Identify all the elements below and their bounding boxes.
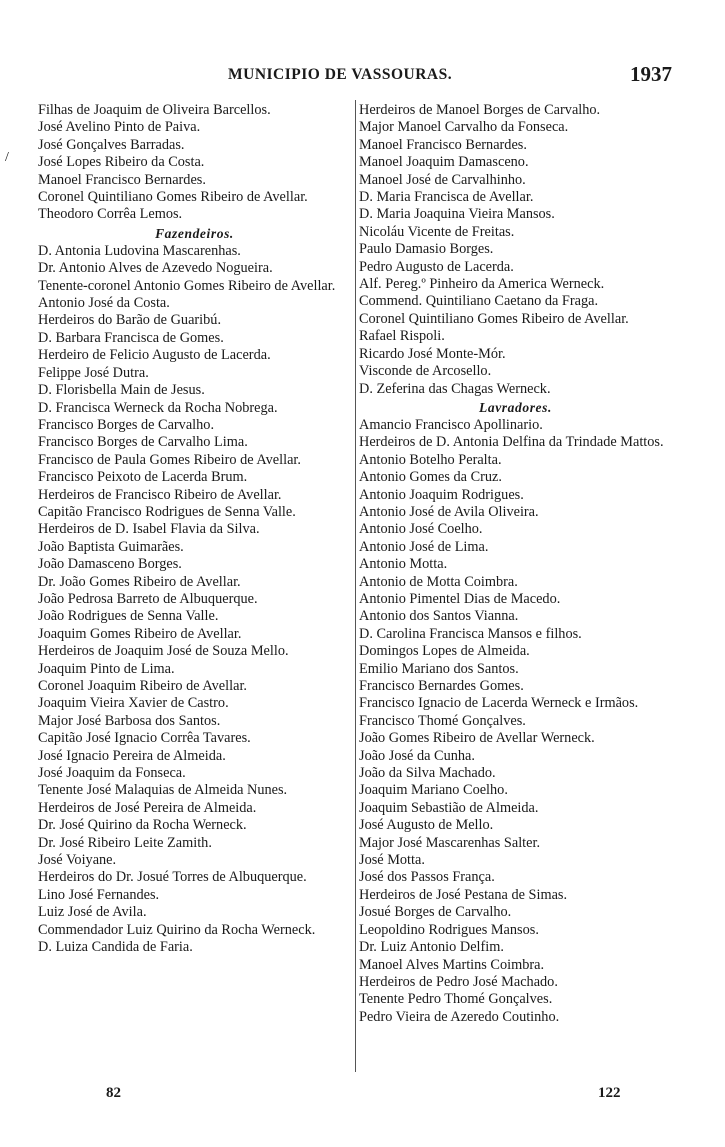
list-entry: Herdeiro de Felicio Augusto de Lacerda. [38,347,271,364]
list-entry: João Gomes Ribeiro de Avellar Werneck. [359,730,595,747]
list-entry: Visconde de Arcosello. [359,363,492,380]
list-entry: José Joaquim da Fonseca. [38,765,186,782]
list-entry: Filhas de Joaquim de Oliveira Barcellos. [38,102,271,118]
list-entry: D. Maria Francisca de Avellar. [359,189,534,206]
page-number: 1937 [630,62,672,86]
list-entry: Capitão José Ignacio Corrêa Tavares. [38,730,251,747]
list-entry: João Rodrigues de Senna Valle. [38,608,219,625]
list-entry: Manoel Joaquim Damasceno. [359,154,529,171]
list-entry: Commendador Luiz Quirino da Rocha Werneck. [38,921,316,938]
list-entry: Herdeiros de D. Antonia Delfina da Trindade Mattos. [359,434,664,451]
list-entry: José Ignacio Pereira de Almeida. [38,747,226,764]
list-entry: Dr. José Ribeiro Leite Zamith. [38,834,212,851]
list-entry: Emilio Mariano dos Santos. [359,660,519,677]
list-entry: Theodoro Corrêa Lemos. [38,206,183,223]
list-entry: Antonio de Motta Coimbra. [359,573,518,590]
list-entry: Coronel Joaquim Ribeiro de Avellar. [38,678,247,694]
list-entry: Francisco Borges de Carvalho. [38,416,215,433]
list-entry: José Avelino Pinto de Paiva. [38,119,201,136]
list-entry: Antonio Botelho Peralta. [359,451,502,468]
list-entry: Herdeiros de Joaquim José de Souza Mello. [38,643,289,660]
list-entry: Joaquim Vieira Xavier de Castro. [38,695,229,712]
list-entry: Nicoláu Vicente de Freitas. [359,223,515,240]
list-entry: José Gonçalves Barradas. [38,136,185,153]
list-entry: João Pedrosa Barreto de Albuquerque. [38,590,258,607]
list-entry: Ricardo José Monte-Mór. [359,345,506,362]
list-entry: Manoel Alves Martins Coimbra. [359,956,545,973]
list-entry: Leopoldino Rodrigues Mansos. [359,921,539,938]
list-entry: José Augusto de Mello. [359,817,494,834]
list-entry: D. Carolina Francisca Mansos e filhos. [359,625,582,642]
list-entry: Coronel Quintiliano Gomes Ribeiro de Avellar. [359,310,629,327]
list-entry: Francisco Peixoto de Lacerda Brum. [38,469,248,486]
list-entry: Capitão Francisco Rodrigues de Senna Valle. [38,503,296,520]
section-heading: Fazendeiros. [155,225,234,241]
page-title: MUNICIPIO DE VASSOURAS. [228,66,453,83]
list-entry: Francisco Thomé Gonçalves. [359,712,526,729]
list-entry: Luiz José de Avila. [38,904,147,921]
list-entry: Herdeiros de D. Isabel Flavia da Silva. [38,521,260,538]
list-entry: Dr. João Gomes Ribeiro de Avellar. [38,573,241,590]
footer-right-number: 122 [598,1085,621,1101]
list-entry: Antonio Joaquim Rodrigues. [359,486,524,503]
list-entry: Tenente José Malaquias de Almeida Nunes. [38,782,288,799]
list-entry: Lino José Fernandes. [38,886,160,903]
list-entry: Antonio José de Lima. [359,538,489,555]
list-entry: Herdeiros de José Pereira de Almeida. [38,799,257,816]
column-divider [355,100,356,1072]
list-entry: Joaquim Sebastião de Almeida. [359,799,539,816]
list-entry: Antonio Motta. [359,556,448,573]
list-entry: Dr. José Quirino da Rocha Werneck. [38,817,247,834]
list-entry: Antonio dos Santos Vianna. [359,608,519,625]
list-entry: Pedro Augusto de Lacerda. [359,258,514,275]
list-entry: José Motta. [359,852,425,869]
list-entry: Antonio Pimentel Dias de Macedo. [359,590,561,607]
list-entry: José Lopes Ribeiro da Costa. [38,154,205,171]
list-entry: Paulo Damasio Borges. [359,241,494,258]
list-entry: D. Luiza Candida de Faria. [38,939,193,956]
list-entry: Manoel Francisco Bernardes. [38,171,206,188]
right-column [359,102,672,1026]
list-entry: Francisco Bernardes Gomes. [359,678,524,694]
list-entry: Manoel Francisco Bernardes. [359,136,527,153]
list-entry: Herdeiros de Francisco Ribeiro de Avellar. [38,486,282,503]
list-entry: José Voiyane. [38,852,117,869]
list-entry: Antonio José Coelho. [359,521,483,538]
list-entry: Alf. Pereg.º Pinheiro da America Werneck. [359,276,605,293]
list-entry: José dos Passos França. [359,869,495,886]
list-entry: Joaquim Gomes Ribeiro de Avellar. [38,625,242,642]
list-entry: João Baptista Guimarães. [38,538,184,555]
list-entry: Major José Mascarenhas Salter. [359,834,541,851]
list-entry: Major Manoel Carvalho da Fonseca. [359,119,569,136]
list-entry: D. Maria Joaquina Vieira Mansos. [359,206,555,223]
list-entry: Joaquim Pinto de Lima. [38,660,175,677]
list-entry: Dr. Antonio Alves de Azevedo Nogueira. [38,260,273,277]
list-entry: Amancio Francisco Apollinario. [359,416,543,433]
list-entry: Major José Barbosa dos Santos. [38,712,221,729]
list-entry: Commend. Quintiliano Caetano da Fraga. [359,293,599,310]
list-entry: D. Zeferina das Chagas Werneck. [359,380,551,397]
list-entry: Antonio Gomes da Cruz. [359,469,502,486]
list-entry: Herdeiros do Dr. Josué Torres de Albuquerque. [38,869,307,886]
left-column [38,102,351,957]
list-entry: Tenente Pedro Thomé Gonçalves. [359,991,553,1008]
list-entry: Herdeiros de Pedro José Machado. [359,973,558,990]
list-entry: Francisco de Paula Gomes Ribeiro de Avellar. [38,451,301,468]
list-entry: Pedro Vieira de Azeredo Coutinho. [359,1008,560,1025]
section-heading: Lavradores. [479,399,552,415]
list-entry: Domingos Lopes de Almeida. [359,643,530,660]
list-entry: Josué Borges de Carvalho. [359,904,512,921]
list-entry: D. Florisbella Main de Jesus. [38,382,205,399]
list-entry: Rafael Rispoli. [359,328,445,345]
list-entry: D. Antonia Ludovina Mascarenhas. [38,242,241,259]
footer-left-number: 82 [106,1085,121,1101]
list-entry: Joaquim Mariano Coelho. [359,782,508,799]
list-entry: Francisco Borges de Carvalho Lima. [38,434,248,451]
page-header [40,62,672,94]
list-entry: D. Francisca Werneck da Rocha Nobrega. [38,399,278,416]
list-entry: Manoel José de Carvalhinho. [359,171,526,188]
list-entry: Herdeiros de Manoel Borges de Carvalho. [359,102,601,118]
list-entry: Dr. Luiz Antonio Delfim. [359,939,504,956]
list-entry: D. Barbara Francisca de Gomes. [38,329,224,346]
list-entry: Tenente-coronel Antonio Gomes Ribeiro de Avellar. [38,277,336,294]
list-entry: Felippe José Dutra. [38,364,149,381]
list-entry: Coronel Quintiliano Gomes Ribeiro de Avellar. [38,189,308,206]
list-entry: João da Silva Machado. [359,765,496,782]
list-entry: Herdeiros de José Pestana de Simas. [359,886,568,903]
list-entry: João José da Cunha. [359,747,475,764]
list-entry: Antonio José de Avila Oliveira. [359,503,539,520]
list-entry: Herdeiros do Barão de Guaribú. [38,312,222,329]
margin-mark: / [5,150,9,165]
list-entry: Francisco Ignacio de Lacerda Werneck e Irmãos. [359,695,639,712]
list-entry: Antonio José da Costa. [38,295,170,312]
list-entry: João Damasceno Borges. [38,556,182,573]
